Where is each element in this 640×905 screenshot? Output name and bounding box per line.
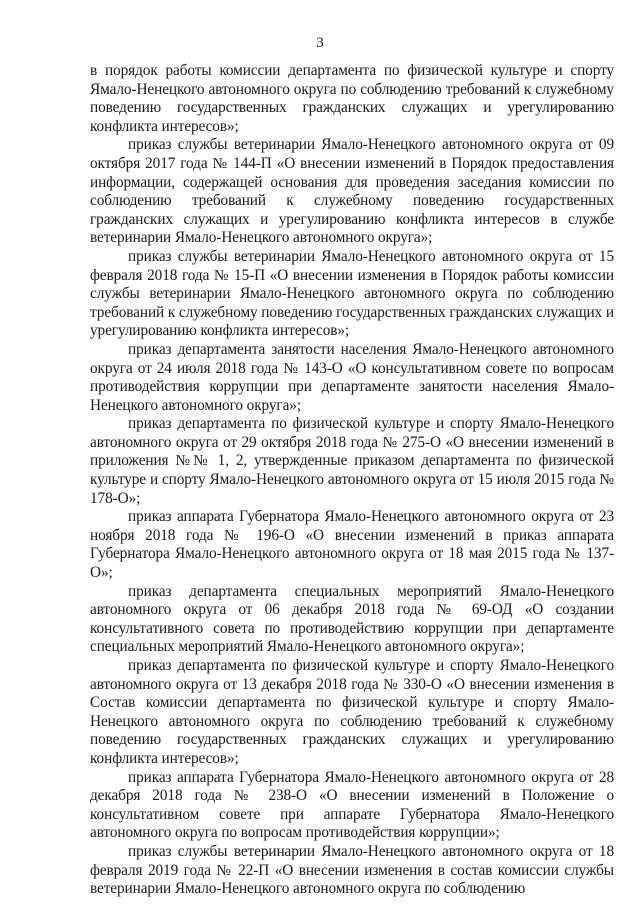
page-number: 3 (316, 35, 324, 51)
paragraph-continuation: в порядок работы комиссии департамента по физической культуре и спорту Ямало-Ненецкого автономного округа по соблюдению требований к служебному поведению государственных гражданских служащих и урегулированию конфликта интересов»; (90, 62, 614, 135)
paragraph-sport-order-330: приказ департамента по физической культуре и спорту Ямало-Ненецкого автономного округа от 13 декабря 2018 года № 330-О «О внесении изменения в Состав комиссии департамента по физической культуре и спорту Ямало-Ненецкого автономного округа по соблюдению требований к служебному поведению государственных гражданских служащих и урегулированию конфликта интересов»; (90, 657, 614, 767)
paragraph-governor-order-196: приказ аппарата Губернатора Ямало-Ненецкого автономного округа от 23 ноября 2018 года № 196-О «О внесении изменений в приказ аппарата Губернатора Ямало-Ненецкого автономного округа от 18 мая 2015 года № 137-О»; (90, 508, 614, 582)
paragraph-vet-order-15: приказ службы ветеринарии Ямало-Ненецкого автономного округа от 15 февраля 2018 года № 15-П «О внесении изменения в Порядок работы комиссии службы ветеринарии Ямало-Ненецкого автономного округа по соблюдению требований к служебному поведению государственных гражданских служащих и урегулированию конфликта интересов»; (90, 247, 614, 340)
paragraph-employment-order-143: приказ департамента занятости населения Ямало-Ненецкого автономного округа от 24 июля 2018 года № 143-О «О консультативном совете по вопросам противодействия коррупции при департаменте занятости населения Ямало-Ненецкого автономного округа»; (90, 340, 614, 414)
paragraph-vet-order-144: приказ службы ветеринарии Ямало-Ненецкого автономного округа от 09 октября 2017 года № 144-П «О внесении изменений в Порядок предоставления информации, содержащей основания для проведения заседания комиссии по соблюдению требований к служебному поведению государственных гражданских служащих и урегулированию конфликта интересов в службе ветеринарии Ямало-Ненецкого автономного округа»; (90, 136, 614, 247)
paragraph-vet-order-22: приказ службы ветеринарии Ямало-Ненецкого автономного округа от 18 февраля 2019 года № 22-П «О внесении изменения в состав комиссии службы ветеринарии Ямало-Ненецкого автономного округа по соблюдению (90, 842, 614, 898)
paragraph-governor-order-238: приказ аппарата Губернатора Ямало-Ненецкого автономного округа от 28 декабря 2018 года № 238-О «О внесении изменений в Положение о консультативном совете при аппарате Губернатора Ямало-Ненецкого автономного округа по вопросам противодействия коррупции»; (90, 768, 614, 842)
paragraph-special-order-69: приказ департамента специальных мероприятий Ямало-Ненецкого автономного округа от 06 декабря 2018 года № 69-ОД «О создании консультативного совета по противодействию коррупции при департаменте специальных мероприятий Ямало-Ненецкого автономного округа»; (90, 582, 614, 656)
document-body (90, 62, 614, 899)
paragraph-sport-order-275: приказ департамента по физической культуре и спорту Ямало-Ненецкого автономного округа от 29 октября 2018 года № 275-О «О внесении изменений в приложения №№ 1, 2, утвержденные приказом департамента по физической культуре и спорту Ямало-Ненецкого автономного округа от 15 июля 2015 года № 178-О»; (90, 415, 614, 507)
